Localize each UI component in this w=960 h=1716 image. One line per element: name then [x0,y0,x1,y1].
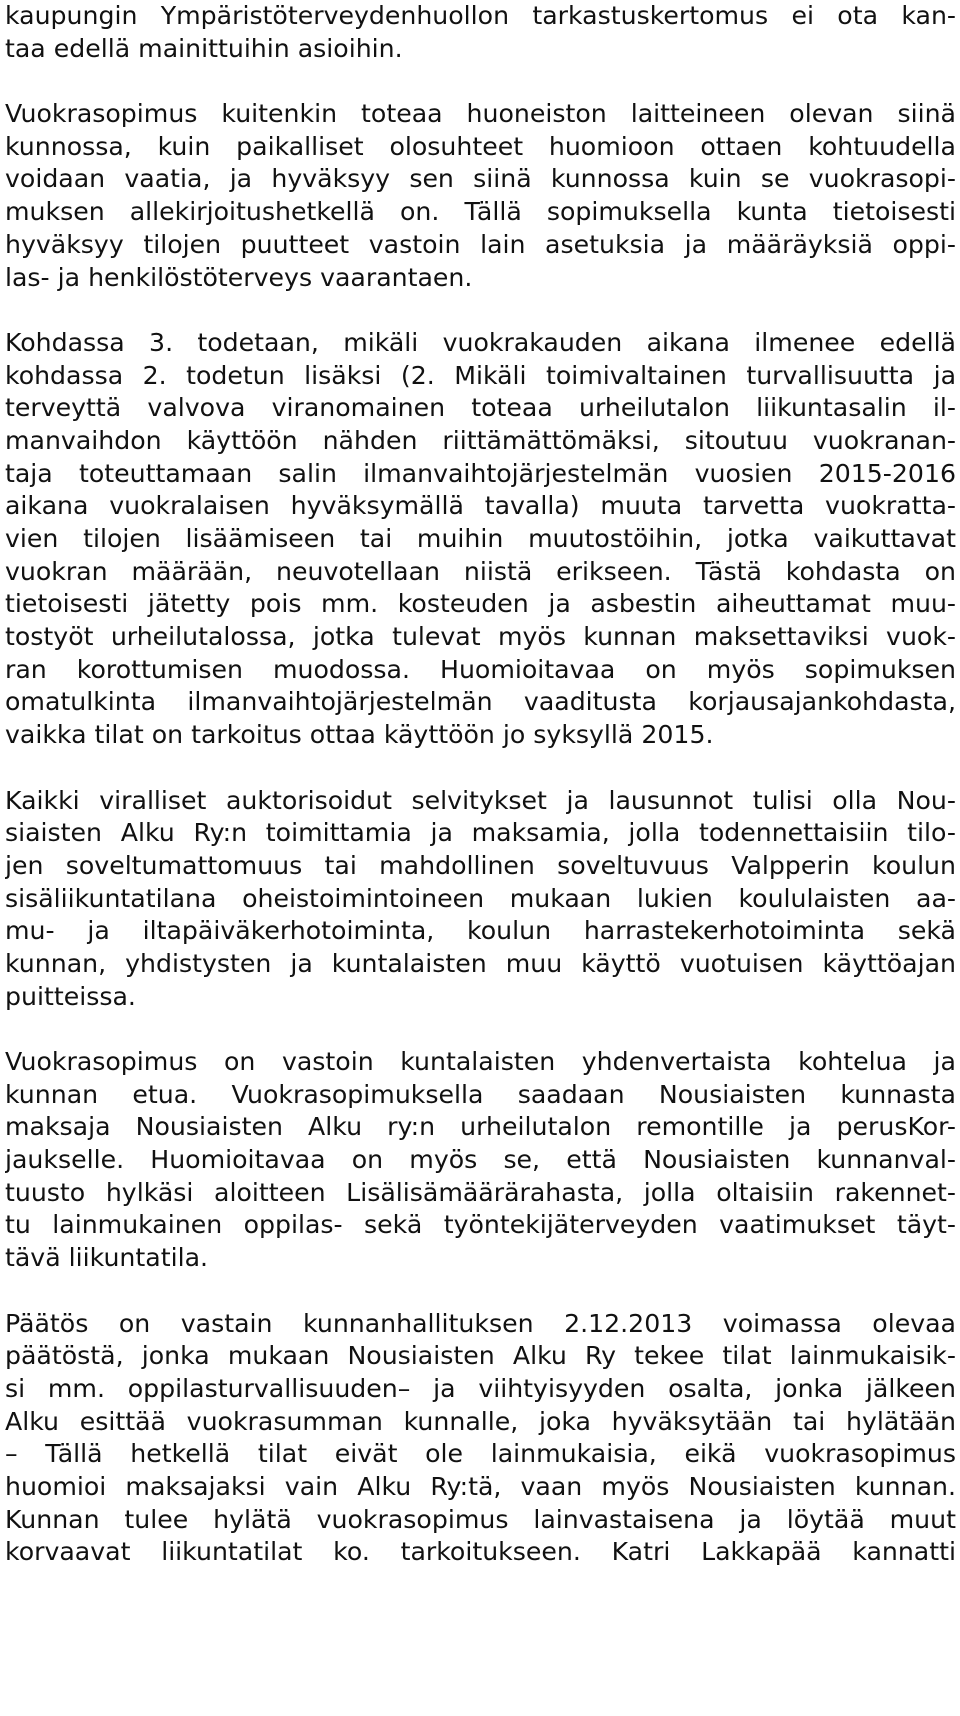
text-line: mu- ja iltapäiväkerhotoiminta, koulun harrastekerhotoiminta sekä [5,916,956,946]
text-line: omatulkinta ilmanvaihtojärjestelmän vaaditusta korjausajankohdasta, [5,687,956,717]
text-line: tietoisesti jätetty pois mm. kosteuden ja asbestin aiheuttamat muu- [5,589,956,619]
text-line: muksen allekirjoitushetkellä on. Tällä sopimuksella kunta tietoisesti [5,197,956,227]
paragraph-5 [5,1046,956,1275]
text-line: kohdassa 2. todetun lisäksi (2. Mikäli toimivaltainen turvallisuutta ja [5,360,956,390]
text-line: Kaikki viralliset auktorisoidut selvitykset ja lausunnot tulisi olla Nou- [5,785,956,815]
text-line: maksaja Nousiaisten Alku ry:n urheilutalon remontille ja perusKor- [5,1112,956,1142]
text-line: jen soveltumattomuus tai mahdollinen soveltuvuus Valpperin koulun [5,850,956,880]
text-line: tuusto hylkäsi aloitteen Lisälisämäärärahasta, jolla oltaisiin rakennet- [5,1177,956,1207]
text-line: kunnossa, kuin paikalliset olosuhteet huomioon ottaen kohtuudella [5,131,956,161]
paragraph-6 [5,1308,956,1570]
text-line: sisäliikuntatilana oheistoimintoineen mukaan lukien koululaisten aa- [5,883,956,913]
text-line: vaikka tilat on tarkoitus ottaa käyttöön jo syksyllä 2015. [5,720,714,750]
text-line: ran korottumisen muodossa. Huomioitavaa on myös sopimuksen [5,654,956,684]
text-line: vien tilojen lisäämiseen tai muihin muutostöihin, jotka vaikuttavat [5,524,956,553]
paragraph-gap [5,1275,956,1308]
text-line: taja toteuttamaan salin ilmanvaihtojärjestelmän vuosien 2015-2016 [5,458,956,488]
text-line: – Tällä hetkellä tilat eivät ole lainmukaisia, eikä vuokrasopimus [5,1439,956,1469]
text-line: huomioi maksajaksi vain Alku Ry:tä, vaan myös Nousiaisten kunnan. [5,1471,956,1501]
text-line: voidaan vaatia, ja hyväksyy sen siinä kunnossa kuin se vuokrasopi- [5,164,956,194]
paragraph-2 [5,98,956,294]
paragraph-gap [5,294,956,327]
text-line: aikana vuokralaisen hyväksymällä tavalla) muuta tarvetta vuokratta- [5,491,956,521]
text-line: puitteissa. [5,981,136,1011]
paragraph-3 [5,327,956,752]
text-line: hyväksyy tilojen puutteet vastoin lain asetuksia ja määräyksiä oppi- [5,229,956,259]
paragraph-4 [5,785,956,1014]
text-line: manvaihdon käyttöön nähden riittämättömäksi, sitoutuu vuokranan- [5,425,956,455]
text-line: Vuokrasopimus on vastoin kuntalaisten yhdenvertaista kohtelua ja [5,1047,956,1076]
paragraph-gap [5,752,956,785]
text-line: jaukselle. Huomioitavaa on myös se, että Nousiaisten kunnanval- [5,1145,956,1175]
text-line: korvaavat liikuntatilat ko. tarkoitukseen. Katri Lakkapää kannatti [5,1537,956,1567]
text-line: las- ja henkilöstöterveys vaarantaen. [5,262,473,292]
paragraph-gap [5,65,956,98]
text-line: taa edellä mainittuihin asioihin. [5,33,403,63]
text-line: päätöstä, jonka mukaan Nousiaisten Alku Ry tekee tilat lainmukaisik- [5,1341,956,1371]
text-line: Kohdassa 3. todetaan, mikäli vuokrakauden aikana ilmenee edellä [5,327,956,357]
text-line: siaisten Alku Ry:n toimittamia ja maksamia, jolla todennettaisiin tilo- [5,818,956,848]
text-line: terveyttä valvova viranomainen toteaa urheilutalon liikuntasalin il- [5,393,956,423]
text-line: tävä liikuntatila. [5,1243,209,1273]
text-line: kaupungin Ympäristöterveydenhuollon tarkastuskertomus ei ota kan- [5,1,956,30]
text-line: Päätös on vastain kunnanhallituksen 2.12.2013 voimassa olevaa [5,1308,956,1338]
text-line: Vuokrasopimus kuitenkin toteaa huoneiston laitteineen olevan siinä [5,99,956,129]
paragraph-1 [5,0,956,65]
text-line: kunnan etua. Vuokrasopimuksella saadaan Nousiaisten kunnasta [5,1079,956,1109]
text-line: vuokran määrään, neuvotellaan niistä erikseen. Tästä kohdasta on [5,556,956,586]
text-line: Alku esittää vuokrasumman kunnalle, joka hyväksytään tai hylätään [5,1406,956,1436]
text-line: Kunnan tulee hylätä vuokrasopimus lainvastaisena ja löytää muut [5,1504,956,1534]
text-line: kunnan, yhdistysten ja kuntalaisten muu käyttö vuotuisen käyttöajan [5,948,956,978]
text-line: tostyöt urheilutalossa, jotka tulevat myös kunnan maksettaviksi vuok- [5,622,956,652]
text-line: tu lainmukainen oppilas- sekä työntekijäterveyden vaatimukset täyt- [5,1210,956,1240]
paragraph-gap [5,1013,956,1046]
text-line: si mm. oppilasturvallisuuden– ja viihtyisyyden osalta, jonka jälkeen [5,1373,956,1403]
